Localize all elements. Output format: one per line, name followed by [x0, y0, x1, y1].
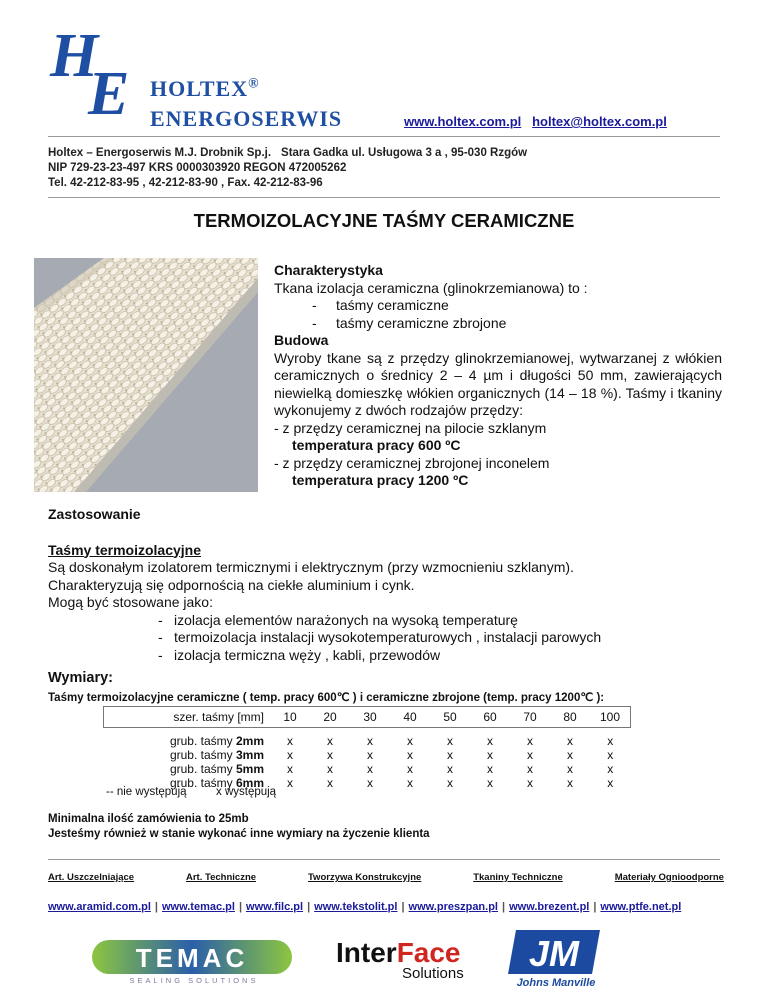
svg-text:JM: JM [528, 933, 580, 974]
application-heading: Zastosowanie [48, 506, 141, 522]
table-row: grub. taśmy 6mm x x x x x x x x x [169, 776, 614, 790]
svg-text:Johns Manville: Johns Manville [516, 977, 596, 988]
category-link[interactable]: Materiały Ognioodporne [614, 872, 724, 883]
yarn-type-1-temp: temperatura pracy 600 ºC [292, 437, 461, 453]
width-col: 60 [470, 707, 510, 728]
category-link[interactable]: Art. Techniczne [186, 872, 257, 883]
characteristics-item: - taśmy ceramiczne [312, 297, 449, 313]
page-title: TERMOIZOLACYJNE TAŚMY CERAMICZNE [193, 210, 575, 231]
application-line: Mogą być stosowane jako: [48, 594, 213, 610]
order-notes [48, 812, 430, 842]
width-col: 50 [430, 707, 470, 728]
site-link[interactable]: www.preszpan.pl [408, 901, 498, 913]
application-line: Charakteryzują się odpornością na ciekłe aluminium i cynk. [48, 576, 415, 593]
width-label: szer. taśmy [mm] [104, 707, 271, 728]
table-row: grub. taśmy 5mm x x x x x x x x x [169, 762, 614, 776]
email-link[interactable]: holtex@holtex.com.pl [532, 114, 667, 129]
application-subheading: Taśmy termoizolacyjne [48, 541, 202, 558]
category-link[interactable]: Tworzywa Konstrukcyjne [307, 872, 422, 883]
footer-sites: www.aramid.com.pl | www.temac.pl | www.filc.pl | www.tekstolit.pl | www.preszpan.pl | www.brezent.pl | www.ptfe.net.pl [48, 901, 682, 913]
company-divider [48, 197, 720, 198]
company-info [48, 146, 527, 191]
site-link[interactable]: www.aramid.com.pl [48, 901, 151, 913]
site-link[interactable]: www.temac.pl [161, 901, 235, 913]
width-col: 100 [590, 707, 631, 728]
width-col: 70 [510, 707, 550, 728]
svg-text:TEMAC: TEMAC [135, 943, 249, 973]
legend-present: x występują [216, 786, 277, 798]
custom-dimensions: Jesteśmy również w stanie wykonać inne wymiary na życzenie klienta [48, 828, 430, 840]
yarn-type-2-temp: temperatura pracy 1200 ºC [292, 472, 469, 488]
svg-text:E: E [88, 60, 130, 118]
yarn-type-1: - z przędzy ceramicznej na pilocie szklanym [274, 419, 547, 436]
johns-manville-logo [506, 926, 606, 988]
ceramic-tape-photo [34, 258, 258, 492]
company-name: Holtex – Energoserwis M.J. Drobnik Sp.j. [48, 147, 272, 159]
temac-tagline: SEALING SOLUTIONS [129, 976, 259, 985]
characteristics-heading: Charakterystyka [274, 262, 383, 278]
width-col: 40 [390, 707, 430, 728]
company-phone: Tel. 42-212-83-95 , 42-212-83-90 , Fax. 42-212-83-96 [48, 177, 323, 189]
legend-absent: -- nie występują [106, 786, 187, 798]
holtex-monogram-logo [44, 18, 144, 118]
characteristics-item: - taśmy ceramiczne zbrojone [312, 314, 507, 331]
use-item: - izolacja termiczna węży , kabli, przewodów [158, 646, 441, 663]
table-row: grub. taśmy 3mm x x x x x x x x x [169, 748, 614, 762]
use-item: - izolacja elementów narażonych na wysoką temperaturę [158, 611, 518, 628]
company-address: Stara Gadka ul. Usługowa 3 a , 95-030 Rzgów [281, 147, 528, 159]
yarn-type-2: - z przędzy ceramicznej zbrojonej inconelem [274, 454, 550, 471]
width-col: 30 [350, 707, 390, 728]
dimensions-subtitle: Taśmy termoizolacyjne ceramiczne ( temp. pracy 600℃ ) i ceramiczne zbrojone (temp. pracy 1200℃ ): [48, 692, 605, 704]
category-link[interactable]: Tkaniny Techniczne [473, 872, 563, 883]
header-contact-links [404, 114, 667, 129]
table-row: grub. taśmy 2mm x x x x x x x x x [169, 734, 614, 748]
table-header-row [104, 707, 631, 728]
characteristics-section [274, 262, 722, 490]
interface-solutions-logo [336, 932, 506, 984]
construction-text: Wyroby tkane są z przędzy glinokrzemianowej, wytwarzanej z włókien ceramicznych o średnicy 2 – 4 µm i długości 50 mm, zawierających niewielką domieszkę włókien organicznych (14 – 18 %). Taśmy i tkaniny wykonujemy z dwóch rodzajów przędzy: [274, 349, 722, 418]
site-link[interactable]: www.brezent.pl [509, 901, 590, 913]
construction-heading: Budowa [274, 332, 329, 348]
website-link[interactable]: www.holtex.com.pl [404, 114, 522, 129]
application-line: Są doskonałym izolatorem termicznymi i elektrycznym (przy wzmocnieniu szklanym). [48, 559, 574, 575]
application-section [48, 506, 728, 664]
width-col: 10 [270, 707, 310, 728]
svg-text:InterFace: InterFace [336, 937, 461, 968]
svg-text:Solutions: Solutions [402, 965, 464, 982]
svg-text:H: H [50, 22, 99, 90]
site-link[interactable]: www.filc.pl [246, 901, 304, 913]
footer-divider [48, 859, 720, 860]
width-col: 80 [550, 707, 590, 728]
dimensions-table [103, 706, 631, 790]
width-col: 20 [310, 707, 350, 728]
site-link[interactable]: www.ptfe.net.pl [600, 901, 682, 913]
site-link[interactable]: www.tekstolit.pl [314, 901, 398, 913]
header-divider [48, 136, 720, 137]
footer-categories [48, 872, 724, 883]
category-link[interactable]: Art. Uszczelniające [48, 872, 135, 883]
company-registration: NIP 729-23-23-497 KRS 0000303920 REGON 472005262 [48, 162, 347, 174]
brand-name-line1: HOLTEX® [150, 76, 260, 101]
dimensions-heading: Wymiary: [48, 670, 114, 686]
characteristics-intro: Tkana izolacja ceramiczna (glinokrzemianowa) to : [274, 279, 588, 296]
table-legend [106, 786, 276, 798]
min-order: Minimalna ilość zamówienia to 25mb [48, 813, 249, 825]
brand-name-line2: ENERGOSERWIS [150, 106, 343, 131]
use-item: - termoizolacja instalacji wysokotemperaturowych , instalacji parowych [158, 629, 602, 645]
